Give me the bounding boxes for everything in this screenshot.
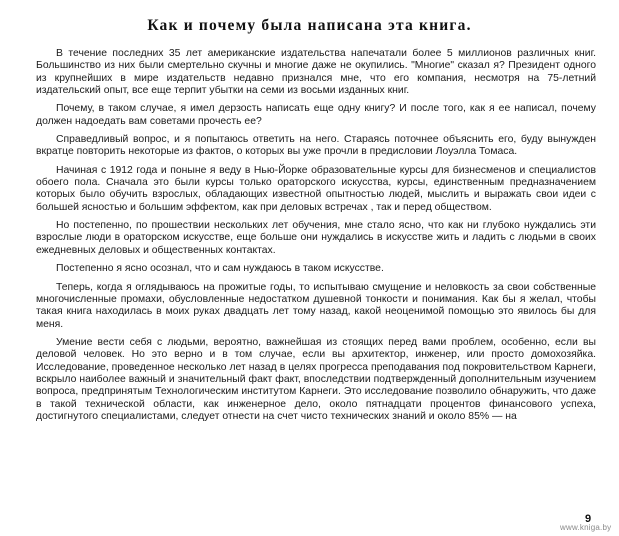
page-number: 9 bbox=[585, 513, 592, 525]
paragraph-2: Почему, в таком случае, я имел дерзость написать еще одну книгу? И после того, как я ее написал, почему должен надоедать вам советами прочесть ее? bbox=[36, 103, 596, 127]
paragraph-7: Теперь, когда я оглядываюсь на прожитые годы, то испытываю смущение и неловкость за свои собственные многочисленные промахи, обусловленные недостатком душевной тонкости и понимания. Как бы я желал, чтобы такая книга находилась в моих руках двадцать лет тому назад, какой неоценимой помощью это явилось бы для меня. bbox=[36, 281, 596, 330]
paragraph-1: В течение последних 35 лет американские издательства напечатали более 5 миллионов различных книг. Большинство из них были смертельно скучны и многие даже не окупились. "Многие" сказал я? Президент одного из крупнейших в мире издательств недавно признался мне, что его компания, несмотря на 75-летний издательский опыт, все еще терпит убытки на семи из восьми изданных книг. bbox=[36, 48, 596, 97]
paragraph-6: Постепенно я ясно осознал, что и сам нуждаюсь в таком искусстве. bbox=[56, 263, 384, 275]
watermark: www.kniga.by bbox=[560, 523, 612, 532]
chapter-title: Как и почему была написана эта книга. bbox=[147, 17, 472, 34]
paragraph-8: Умение вести себя с людьми, вероятно, важнейшая из стоящих перед вами проблем, особенно, если вы деловой человек. Но это верно и в том случае, если вы архитектор, инженер, или просто домохозяйка. Исследование, проведенное несколько лет назад в целях прогресса преподавания под покровительством Карнеги, вскрыло наиболее важный и значительный факт факт, впоследствии подтвержденный дополнительным изучением вопроса, предпринятым Технологическим институтом Карнеги. Это исследование позволило обнаружить, что даже в такой технической области, как инженерное дело, около пятнадцати процентов финансового успеха, достигнутого специалистами, следует отнести на счет чисто технических знаний и около 85% — на bbox=[36, 336, 596, 422]
paragraph-4: Начиная с 1912 года и поныне я веду в Нью-Йорке образовательные курсы для бизнесменов и специалистов обоего пола. Сначала это были курсы только ораторского искусства, курсы, единственным предназначением которых было обучить взрослых, обладающих известной опытностью людей, мыслить и выражать свои идеи с большей ясностью и большим эффектом, как при деловых встречах , так и перед обществом. bbox=[36, 164, 596, 213]
paragraph-3: Справедливый вопрос, и я попытаюсь ответить на него. Стараясь поточнее объяснить его, буду вынужден вкратце повторить некоторые из фактов, о которых вы уже прочли в предисловии Лоуэлла Томаса. bbox=[36, 134, 596, 158]
body-text bbox=[36, 48, 596, 429]
paragraph-5: Но постепенно, по прошествии нескольких лет обучения, мне стало ясно, что как ни глубоко нуждались эти взрослые люди в ораторском искусстве, еще больше они нуждались в искусстве жить и ладить с людьми в своих ежедневных деловых и общественных контактах. bbox=[36, 220, 596, 256]
